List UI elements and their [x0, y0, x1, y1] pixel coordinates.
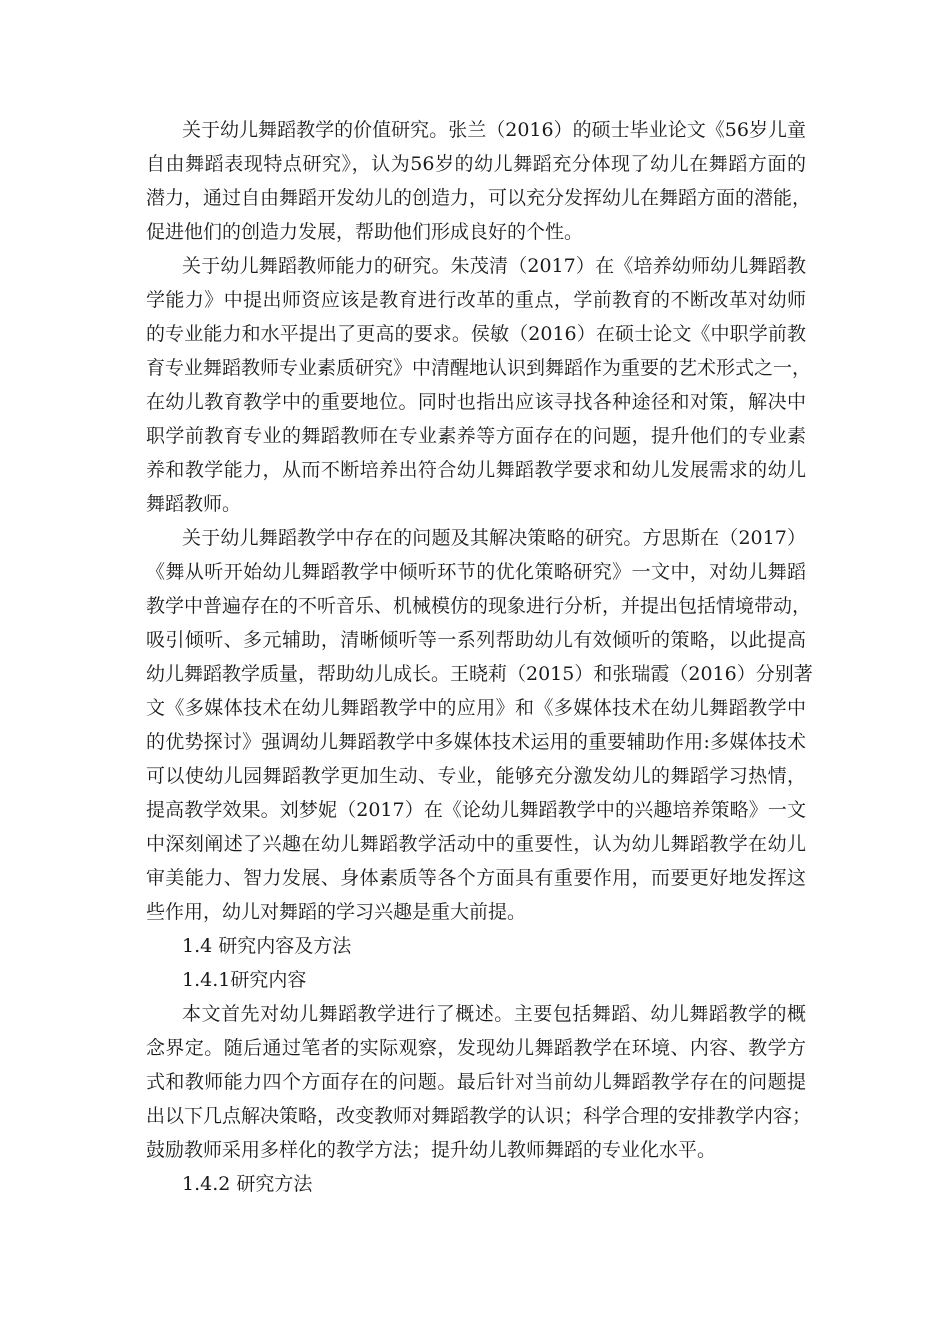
- text-line: 的优势探讨》强调幼儿舞蹈教学中多媒体技术运用的重要辅助作用:多媒体技术: [146, 731, 806, 753]
- text-line: 审美能力、智力发展、身体素质等各个方面具有重要作用，而要更好地发挥这: [146, 867, 806, 889]
- text-line: 在幼儿教育教学中的重要地位。同时也指出应该寻找各种途径和对策，解决中: [146, 391, 806, 413]
- text-line: 念界定。随后通过笔者的实际观察，发现幼儿舞蹈教学在环境、内容、教学方: [146, 1037, 806, 1059]
- text-line: 出以下几点解决策略，改变教师对舞蹈教学的认识；科学合理的安排教学内容；: [146, 1105, 812, 1127]
- section-heading: 1.4 研究内容及方法: [182, 935, 352, 957]
- text-line: 提高教学效果。刘梦妮（2017）在《论幼儿舞蹈教学中的兴趣培养策略》一文: [146, 799, 806, 821]
- text-line: 中深刻阐述了兴趣在幼儿舞蹈教学活动中的重要性，认为幼儿舞蹈教学在幼儿: [146, 833, 806, 855]
- text-line: 育专业舞蹈教师专业素质研究》中清醒地认识到舞蹈作为重要的艺术形式之一，: [146, 357, 812, 379]
- text-line: 吸引倾听、多元辅助，清晰倾听等一系列帮助幼儿有效倾听的策略，以此提高: [146, 629, 806, 651]
- subsection-heading: 1.4.2 研究方法: [182, 1173, 313, 1195]
- subsection-heading: 1.4.1研究内容: [182, 969, 307, 991]
- text-line: 自由舞蹈表现特点研究》，认为56岁的幼儿舞蹈充分体现了幼儿在舞蹈方面的: [146, 153, 806, 175]
- text-line: 关于幼儿舞蹈教师能力的研究。朱茂清（2017）在《培养幼师幼儿舞蹈教: [182, 255, 806, 277]
- text-line: 可以使幼儿园舞蹈教学更加生动、专业，能够充分激发幼儿的舞蹈学习热情，: [146, 765, 806, 787]
- text-line: 教学中普遍存在的不听音乐、机械模仿的现象进行分析，并提出包括情境带动，: [146, 595, 812, 617]
- text-line: 些作用，幼儿对舞蹈的学习兴趣是重大前提。: [146, 901, 527, 923]
- text-line: 促进他们的创造力发展，帮助他们形成良好的个性。: [146, 221, 584, 243]
- text-line: 本文首先对幼儿舞蹈教学进行了概述。主要包括舞蹈、幼儿舞蹈教学的概: [182, 1003, 806, 1025]
- text-line: 养和教学能力，从而不断培养出符合幼儿舞蹈教学要求和幼儿发展需求的幼儿: [146, 459, 806, 481]
- text-line: 舞蹈教师。: [146, 493, 242, 515]
- text-line: 潜力，通过自由舞蹈开发幼儿的创造力，可以充分发挥幼儿在舞蹈方面的潜能，: [146, 187, 812, 209]
- text-line: 职学前教育专业的舞蹈教师在专业素养等方面存在的问题，提升他们的专业素: [146, 425, 806, 447]
- text-line: 学能力》中提出师资应该是教育进行改革的重点，学前教育的不断改革对幼师: [146, 289, 806, 311]
- text-line: 关于幼儿舞蹈教学中存在的问题及其解决策略的研究。方思斯在（2017）: [182, 527, 806, 549]
- text-line: 鼓励教师采用多样化的教学方法；提升幼儿教师舞蹈的专业化水平。: [146, 1139, 717, 1161]
- text-line: 关于幼儿舞蹈教学的价值研究。张兰（2016）的硕士毕业论文《56岁儿童: [182, 119, 806, 141]
- text-line: 文《多媒体技术在幼儿舞蹈教学中的应用》和《多媒体技术在幼儿舞蹈教学中: [146, 697, 806, 719]
- text-line: 幼儿舞蹈教学质量，帮助幼儿成长。王晓莉（2015）和张瑞霞（2016）分别著: [146, 663, 813, 685]
- text-line: 的专业能力和水平提出了更高的要求。侯敏（2016）在硕士论文《中职学前教: [146, 323, 806, 345]
- text-line: 式和教师能力四个方面存在的问题。最后针对当前幼儿舞蹈教学存在的问题提: [146, 1071, 806, 1093]
- text-line: 《舞从听开始幼儿舞蹈教学中倾听环节的优化策略研究》一文中，对幼儿舞蹈: [146, 561, 806, 583]
